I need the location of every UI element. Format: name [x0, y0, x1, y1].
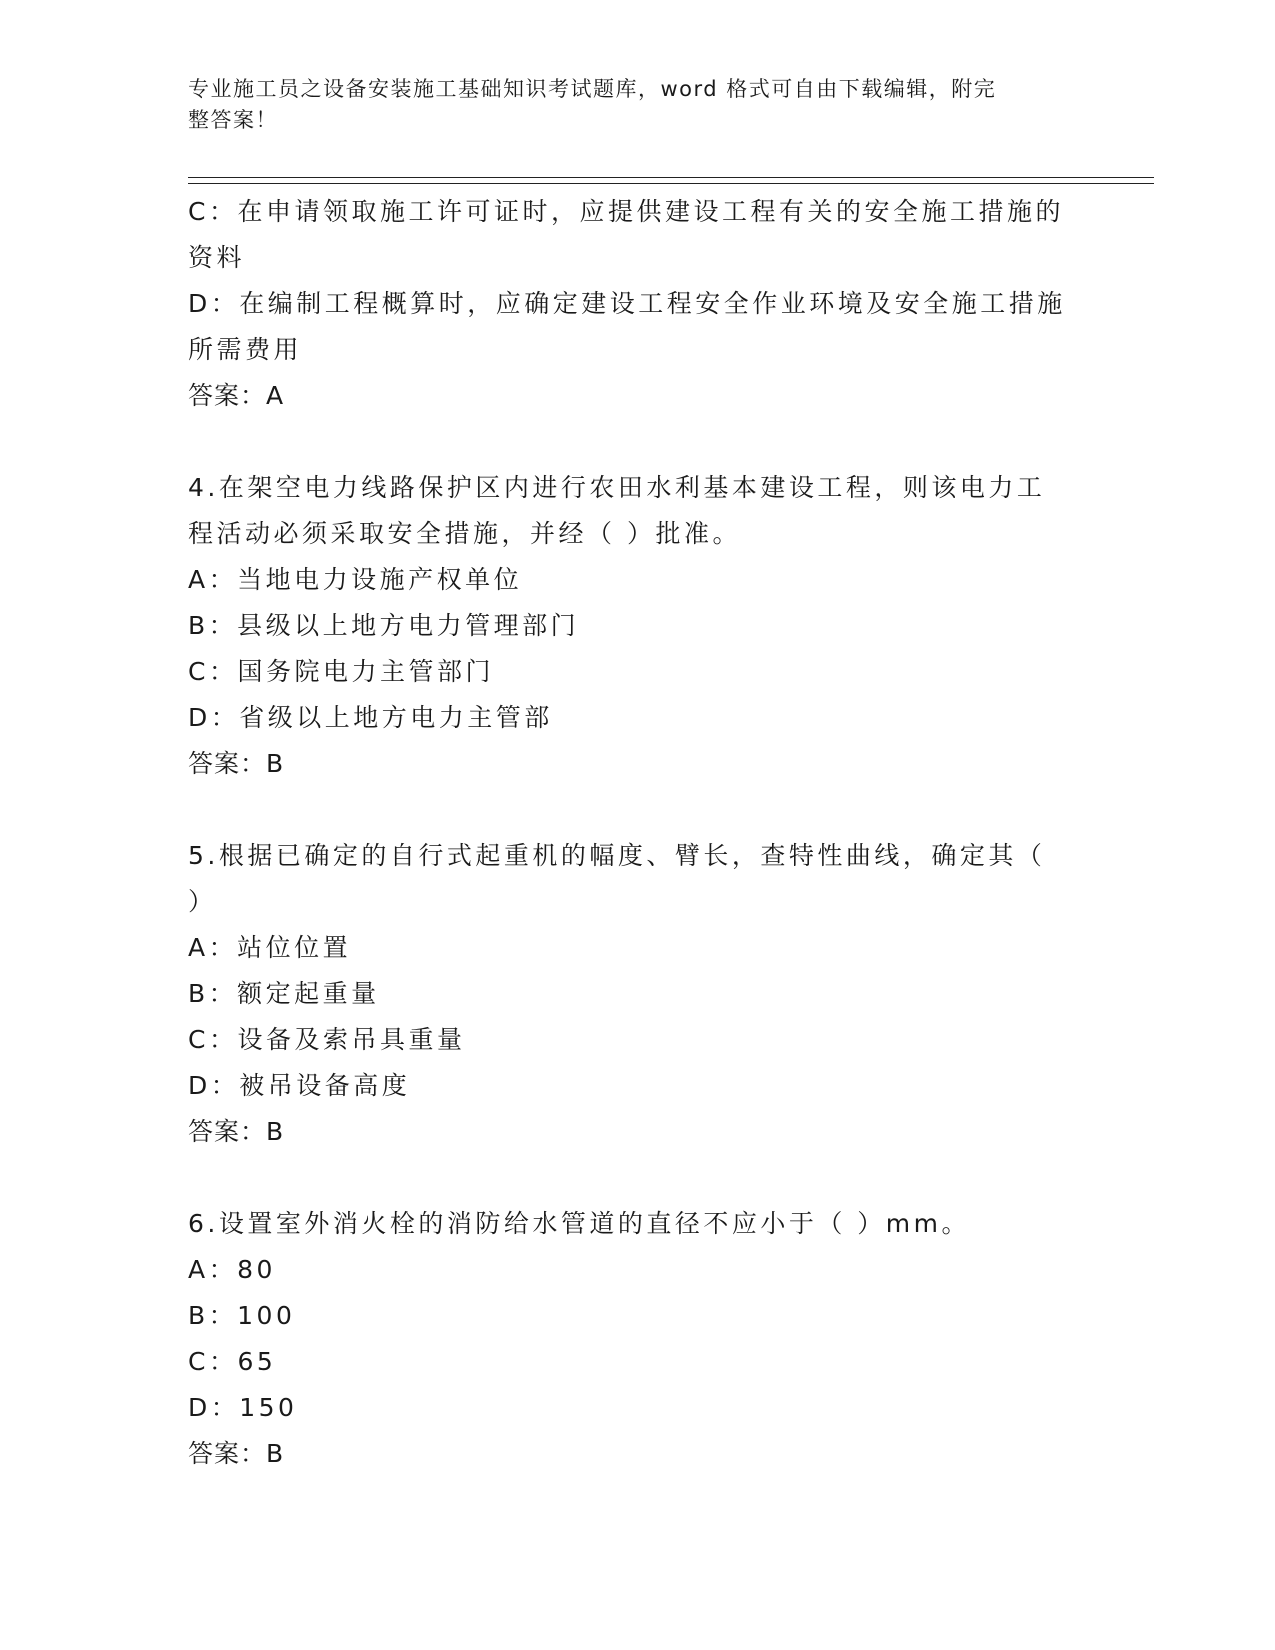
q6-option-c: C：65: [188, 1347, 277, 1376]
header-line-2: 整答案！: [188, 108, 278, 132]
q3-answer: 答案：A: [188, 381, 285, 410]
q6-stem: 6.设置室外消火栓的消防给水管道的直径不应小于（ ）mm。: [188, 1209, 971, 1238]
spacer: [188, 1155, 1088, 1201]
document-header: [188, 74, 1068, 136]
q5-stem-line-2: ）: [188, 887, 217, 916]
question-6: [188, 1201, 1088, 1477]
header-line-1: 专业施工员之设备安装施工基础知识考试题库，word 格式可自由下载编辑，附完: [188, 77, 997, 101]
q6-option-b: B：100: [188, 1301, 296, 1330]
header-divider-bottom: [188, 183, 1154, 184]
question-5: [188, 833, 1088, 1155]
q5-option-d: D：被吊设备高度: [188, 1071, 411, 1100]
q4-stem-line-2: 程活动必须采取安全措施，并经（ ）批准。: [188, 519, 741, 548]
q6-answer: 答案：B: [188, 1439, 285, 1468]
q3-option-d-line-1: D：在编制工程概算时，应确定建设工程安全作业环境及安全施工措施: [188, 289, 1066, 318]
q5-option-a: A：站位位置: [188, 933, 352, 962]
spacer: [188, 787, 1088, 833]
q5-option-c: C：设备及索吊具重量: [188, 1025, 466, 1054]
q4-stem-line-1: 4.在架空电力线路保护区内进行农田水利基本建设工程，则该电力工: [188, 473, 1046, 502]
q5-answer: 答案：B: [188, 1117, 285, 1146]
q4-answer: 答案：B: [188, 749, 285, 778]
q3-option-c-line-1: C：在申请领取施工许可证时，应提供建设工程有关的安全施工措施的: [188, 197, 1064, 226]
q6-option-a: A：80: [188, 1255, 276, 1284]
q4-option-d: D：省级以上地方电力主管部: [188, 703, 553, 732]
question-3: [188, 189, 1088, 419]
q5-stem-line-1: 5.根据已确定的自行式起重机的幅度、臂长，查特性曲线，确定其（: [188, 841, 1046, 870]
question-body: [188, 189, 1088, 1477]
q3-option-c-line-2: 资料: [188, 243, 246, 272]
spacer: [188, 419, 1088, 465]
question-4: [188, 465, 1088, 787]
q4-option-a: A：当地电力设施产权单位: [188, 565, 523, 594]
q4-option-b: B：县级以上地方电力管理部门: [188, 611, 580, 640]
q3-option-d-line-2: 所需费用: [188, 335, 303, 364]
q4-option-c: C：国务院电力主管部门: [188, 657, 494, 686]
q6-option-d: D：150: [188, 1393, 298, 1422]
q5-option-b: B：额定起重量: [188, 979, 380, 1008]
header-divider-top: [188, 177, 1154, 178]
